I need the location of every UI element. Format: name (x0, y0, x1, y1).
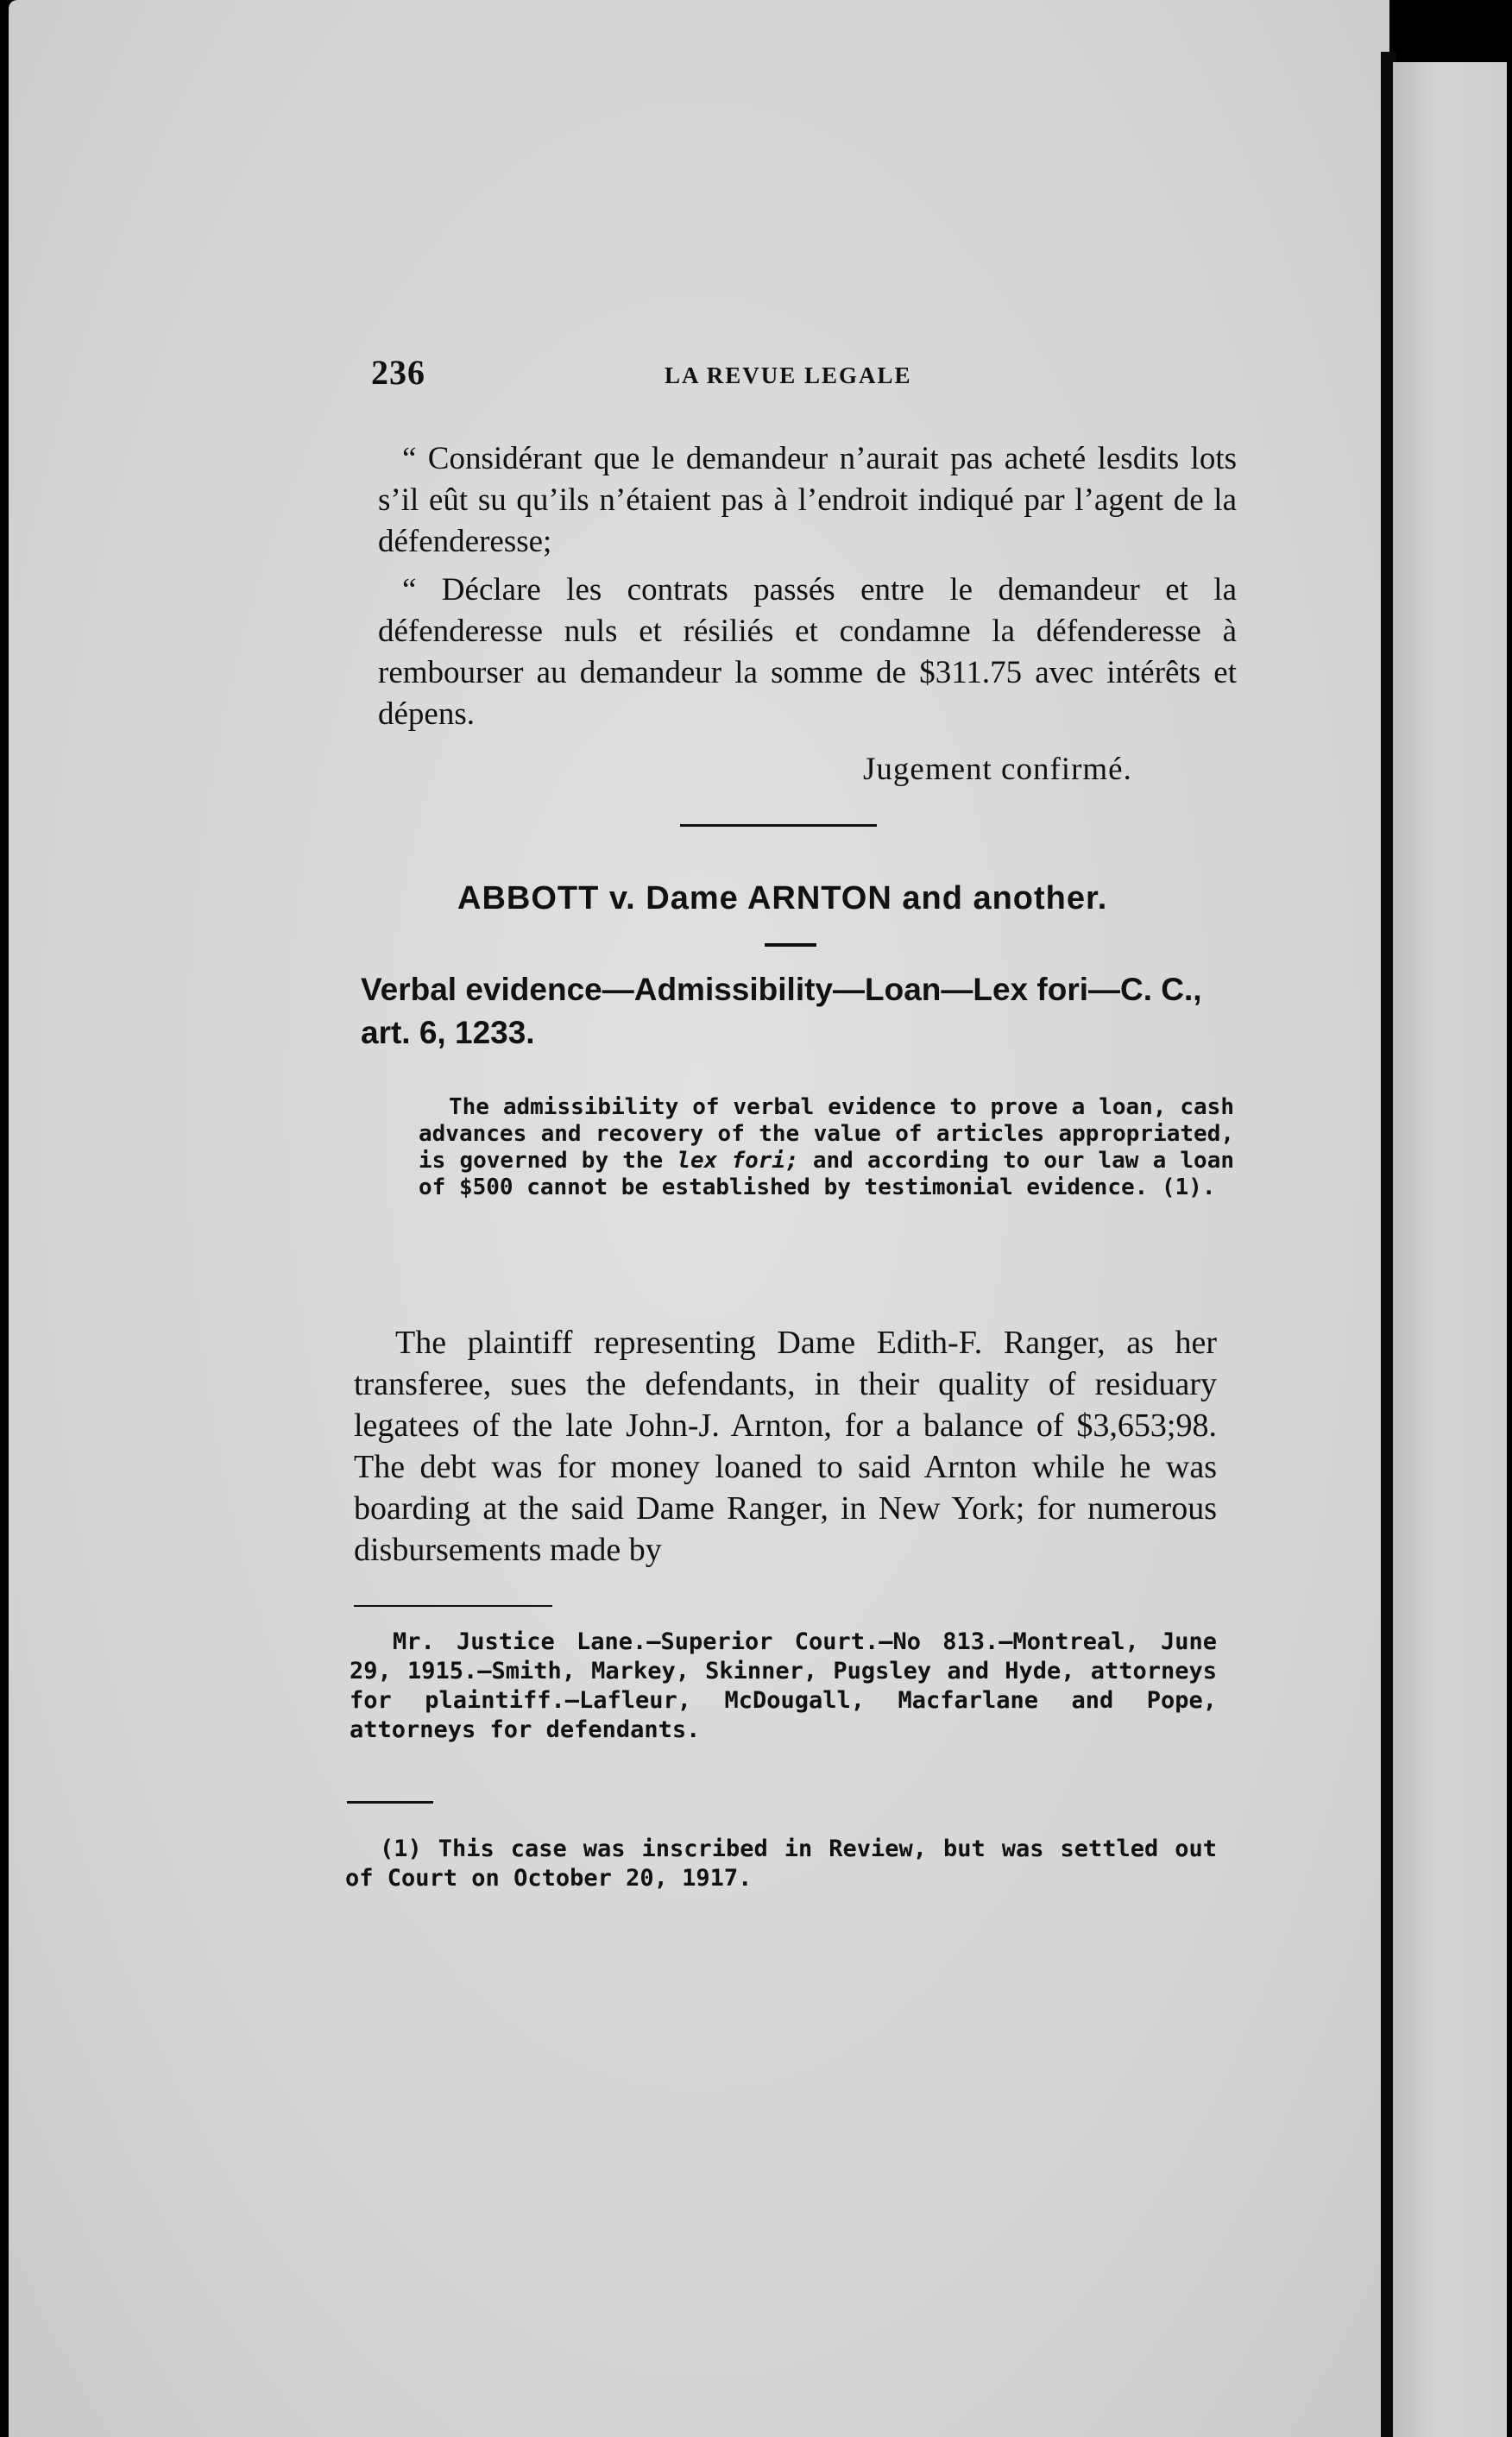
section-divider (680, 824, 877, 827)
headnote-text-b: and according to our law a loan of $500 cannot be established by testimonial evidence. (1). (419, 1148, 1234, 1200)
judgment-paragraph-1: “ Considérant que le demandeur n’aurait pas acheté lesdits lots s’il eût su qu’ils n’étaient pas à l’endroit indiqué par l’agent de la défenderesse; (378, 441, 1237, 559)
footnote-divider (354, 1605, 552, 1607)
case-body-paragraph: The plaintiff representing Dame Edith-F. Ranger, as her transferee, sues the defendants, in their quality of residuary legatees of the late John-J. Arnton, for a balance of $3,653;98. The debt was for money loaned to said Arnton while he was boarding at the said Dame Ranger, in New York; for numerous disbursements made by (354, 1325, 1217, 1568)
case-keywords: Verbal evidence—Admissibility—Loan—Lex fori—C. C., art. 6, 1233. (361, 972, 1202, 1050)
case-headnote (419, 1094, 1234, 1201)
running-title: LA REVUE LEGALE (665, 362, 912, 388)
footnote-court-info: Mr. Justice Lane.—Superior Court.—No 813.—Montreal, June 29, 1915.—Smith, Markey, Skinner, Pugsley and Hyde, attorneys for plaintiff.—Lafleur, McDougall, Macfarlane and Pope, attorneys for defendants. (350, 1628, 1217, 1743)
facing-page-edge (1393, 62, 1507, 2437)
page-header (371, 352, 1234, 404)
footnote-1: (1) This case was inscribed in Review, but was settled out of Court on October 20, 1917. (345, 1836, 1217, 1892)
judgment-closing: Jugement confirmé. (863, 752, 1132, 787)
title-divider (765, 943, 816, 947)
headnote-italic-term: lex fori; (677, 1148, 799, 1174)
headnote-text-a: The admissibility of verbal evidence to prove a loan, cash advances and recovery of the value of articles appropriated, is governed by the (419, 1094, 1234, 1174)
judgment-paragraph-2: “ Déclare les contrats passés entre le demandeur et la défenderesse nuls et résiliés et condamne la défenderesse à rembourser au demandeur la somme de $311.75 avec intérêts et dépens. (378, 572, 1237, 732)
case-title: ABBOTT v. Dame ARNTON and another. (457, 880, 1108, 916)
footnote-divider-2 (347, 1801, 433, 1804)
page-number: 236 (371, 353, 425, 392)
